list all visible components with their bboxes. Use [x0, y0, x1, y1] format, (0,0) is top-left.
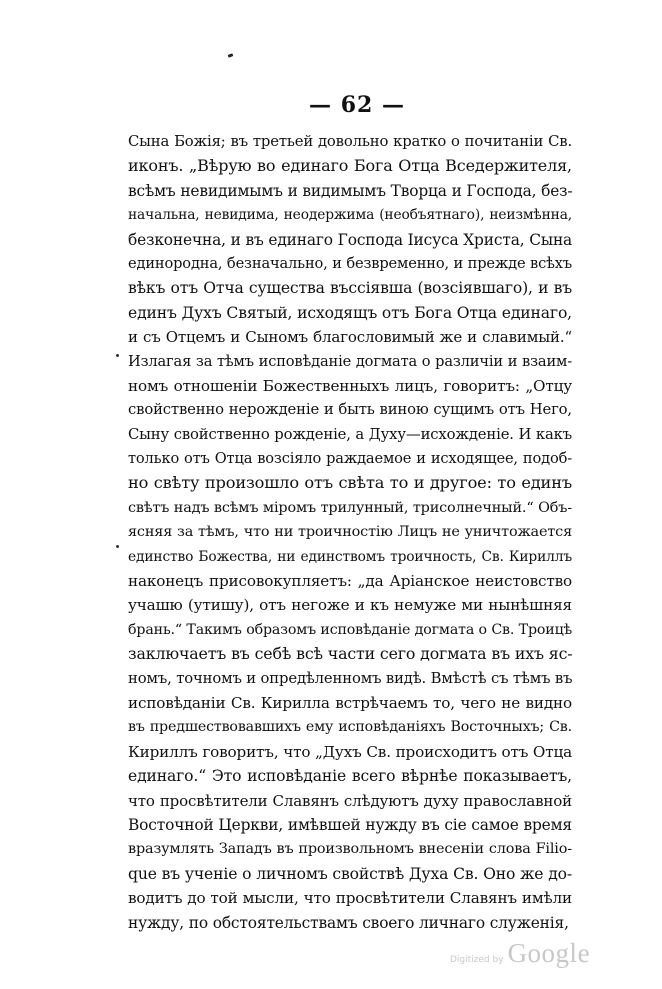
google-logo-text: Google	[507, 938, 591, 968]
text-line: но свѣту произошло отъ свѣта то и другое: то единъ	[128, 473, 572, 493]
text-line: Излагая за тѣмъ исповѣданіе догмата о различіи и взаим-	[128, 352, 572, 370]
text-line: вразумлять Западъ въ произвольномъ внесеніи слова Filio-	[128, 841, 572, 858]
margin-mark	[116, 354, 119, 357]
text-line: que въ ученіе о личномъ свойствѣ Духа Св. Оно же до-	[128, 864, 572, 883]
text-line: свойственно нерожденіе и быть виною сущимъ отъ Него,	[128, 401, 572, 419]
text-line: заключаетъ въ себѣ всѣ части сего догмата въ ихъ яс-	[128, 644, 573, 664]
text-line: и съ Отцемъ и Сыномъ благословимый же и славимый.“	[128, 328, 572, 347]
body-text	[128, 130, 572, 935]
text-line: безконечна, и въ единаго Господа Іисуса Христа, Сына	[128, 230, 573, 249]
text-line: ясняя за тѣмъ, что ни троичностію Лицъ не уничтожается	[128, 524, 572, 541]
text-line: нужду, по обстоятельствамъ своего личнаго служенія,	[128, 913, 569, 932]
text-line: начальна, невидима, неодержима (необъятнаго), неизмѣнна,	[128, 207, 572, 224]
ink-speck	[228, 53, 234, 58]
text-line: единородна, безначально, и безвременно, и прежде всѣхъ	[128, 254, 572, 272]
text-line: номъ, точномъ и опредѣленномъ видѣ. Вмѣстѣ съ тѣмъ въ	[128, 669, 573, 687]
page-number: — 62 —	[309, 92, 405, 118]
text-line: единство Божества, ни единствомъ троичность, Св. Кириллъ	[128, 548, 572, 565]
watermark-prefix: Digitized by	[450, 955, 504, 965]
text-line: Сыну свойственно рожденіе, а Духу—исхожденіе. И какъ	[128, 425, 572, 443]
text-line: номъ отношеніи Божественныхъ лицъ, говоритъ: „Отцу	[128, 376, 572, 395]
text-line: брань.“ Такимъ образомъ исповѣданіе догмата о Св. Троицѣ	[128, 621, 572, 638]
text-line: всѣмъ невидимымъ и видимымъ Творца и Господа, без-	[128, 181, 573, 200]
text-line: учашю (утишу), отъ негоже и къ немуже ми нынѣшняя	[128, 596, 572, 615]
text-line: Кириллъ говоритъ, что „Духъ Св. происходитъ отъ Отца	[128, 742, 572, 761]
text-line: наконецъ присовокупляетъ: „да Аріанское неистовство	[128, 572, 572, 591]
text-line: что просвѣтители Славянъ слѣдуютъ духу православной	[128, 791, 572, 810]
text-line: водитъ до той мысли, что просвѣтители Славянъ имѣли	[128, 889, 572, 908]
text-line: Восточной Церкви, имѣвшей нужду въ сіе самое время	[128, 815, 572, 834]
text-line: вѣкъ отъ Отча существа въссіявша (возсіявшаго), и въ	[128, 279, 572, 298]
text-line: свѣтъ надъ всѣмъ міромъ трилунный, трисолнечный.“ Объ-	[128, 499, 572, 516]
text-line: только отъ Отца возсіяло раждаемое и исходящее, подоб-	[128, 450, 572, 468]
text-line: исповѣданіи Св. Кирилла встрѣчаемъ то, чего не видно	[128, 693, 572, 712]
text-line: единъ Духъ Святый, исходящъ отъ Бога Отца единаго,	[128, 303, 572, 322]
text-line: иконъ. „Вѣрую во единаго Бога Отца Вседержителя,	[128, 156, 572, 176]
text-line: Сына Божія; въ третьей довольно кратко о почитаніи Св.	[128, 133, 572, 150]
text-line: единаго.“ Это исповѣданіе всего вѣрнѣе показываетъ,	[128, 767, 572, 786]
digitized-by-google-watermark	[450, 938, 590, 969]
margin-mark	[116, 545, 119, 548]
text-line: въ предшествовавшихъ ему исповѣданіяхъ Восточныхъ; Св.	[128, 719, 572, 736]
